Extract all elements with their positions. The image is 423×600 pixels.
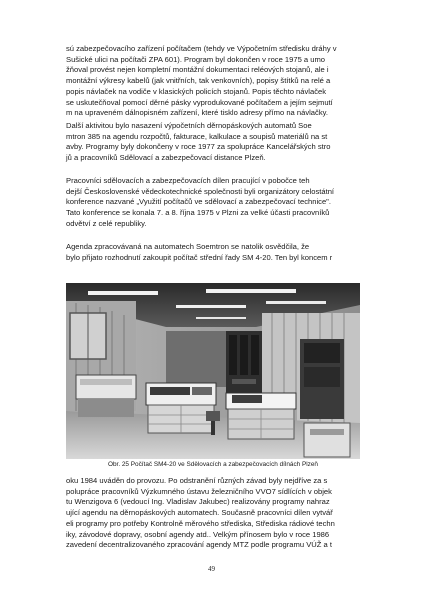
paragraph-2 bbox=[66, 121, 366, 164]
page-number: 49 bbox=[208, 565, 215, 573]
text-line: zavedení decentralizovaného zpracování agendy MTZ podle programu VÚŽ a t bbox=[66, 540, 332, 550]
text-line: ující agendu na děrnopáskových automatech. Současně pracovníci dílen vytvář bbox=[66, 508, 333, 518]
text-line: Agenda zpracovávaná na automatech Soemtron se natolik osvědčila, že bbox=[66, 242, 310, 251]
text-line: tu Wenzigova 6 (vedoucí Ing. Vladislav Jakubec) realizovány programy nahraz bbox=[66, 497, 330, 507]
computer-room-photo bbox=[66, 283, 360, 459]
text-line: iky, závodové dopravy, osobní agendy atd.. Velkým přínosem bylo v roce 1986 bbox=[66, 529, 330, 539]
text-line: dejší Československé vědeckotechnické společnosti byli organizátory celostátní bbox=[66, 186, 335, 196]
paragraph-1 bbox=[66, 44, 366, 119]
text-line: sú zabezpečovacího zařízení počítačem (tehdy ve Výpočetním středisku dráhy v bbox=[66, 44, 337, 53]
text-line: Pracovníci sdělovacích a zabezpečovacích dílen pracující v pobočce teh bbox=[66, 176, 310, 185]
text-line: se uskutečňoval pomocí děrné pásky vyprodukované počítačem a jejím sejmutí bbox=[66, 97, 333, 107]
text-line: konference nazvané „Využití počítačů ve sdělovací a zabezpečovací technice". bbox=[66, 197, 331, 207]
text-line: mtron 385 na agendu rozpočtů, fakturace, kalkulace a soupisů materiálů na st bbox=[66, 131, 328, 141]
text-line: polupráce pracovníků Výzkumného ústavu železničního VVO7 sídlících v objek bbox=[66, 486, 332, 496]
text-line: avby. Programy byly dokončeny v roce 1977 za spolupráce Kancelářských stro bbox=[66, 142, 331, 152]
text-line: oku 1984 uváděn do provozu. Po odstranění různých závad byly nejdříve za s bbox=[66, 476, 328, 485]
text-line: montážní výkresy kabelů (jak vnitřních, tak venkovních), popisy štítků na relé a bbox=[66, 76, 331, 86]
photo-illustration bbox=[66, 283, 360, 459]
paragraph-5 bbox=[66, 476, 366, 551]
text-line: popis návlaček na vodiče v klasických policích stojanů. Popis těchto návlaček bbox=[66, 86, 327, 96]
text-line: Další aktivitou bylo nasazení výpočetních děrnopáskových automatů Soe bbox=[66, 121, 312, 130]
figure-caption: Obr. 25 Počítač SM4-20 ve Sdělovacích a zabezpečovacích dílnách Plzeň bbox=[108, 461, 318, 468]
text-line: Sušické ulici na počítači ZPA 601). Program byl dokončen v roce 1975 a umo bbox=[66, 54, 326, 64]
text-line: jů a pracovníků Sdělovací a zabezpečovací distance Plzeň. bbox=[66, 153, 266, 163]
text-line: bylo přijato rozhodnutí zakoupit počítač střední řady SM 4-20. Ten byl koncem r bbox=[66, 252, 333, 262]
paragraph-4 bbox=[66, 242, 366, 263]
text-line: m na upraveném dálnopisném zařízení, které tisklo adresy přímo na návlačky. bbox=[66, 108, 328, 118]
text-line: žňoval provést nejen kompletní montážní dokumentaci reléových stojanů, ale i bbox=[66, 65, 329, 75]
text-line: Tato konference se konala 7. a 8. října 1975 v Plzni za velké účasti pracovníků bbox=[66, 208, 330, 218]
text-line: eli programy pro potřeby Kontrolně měrového střediska, Střediska rádiové techn bbox=[66, 518, 335, 528]
paragraph-3 bbox=[66, 176, 366, 230]
text-line: odvětví z celé republiky. bbox=[66, 218, 147, 228]
